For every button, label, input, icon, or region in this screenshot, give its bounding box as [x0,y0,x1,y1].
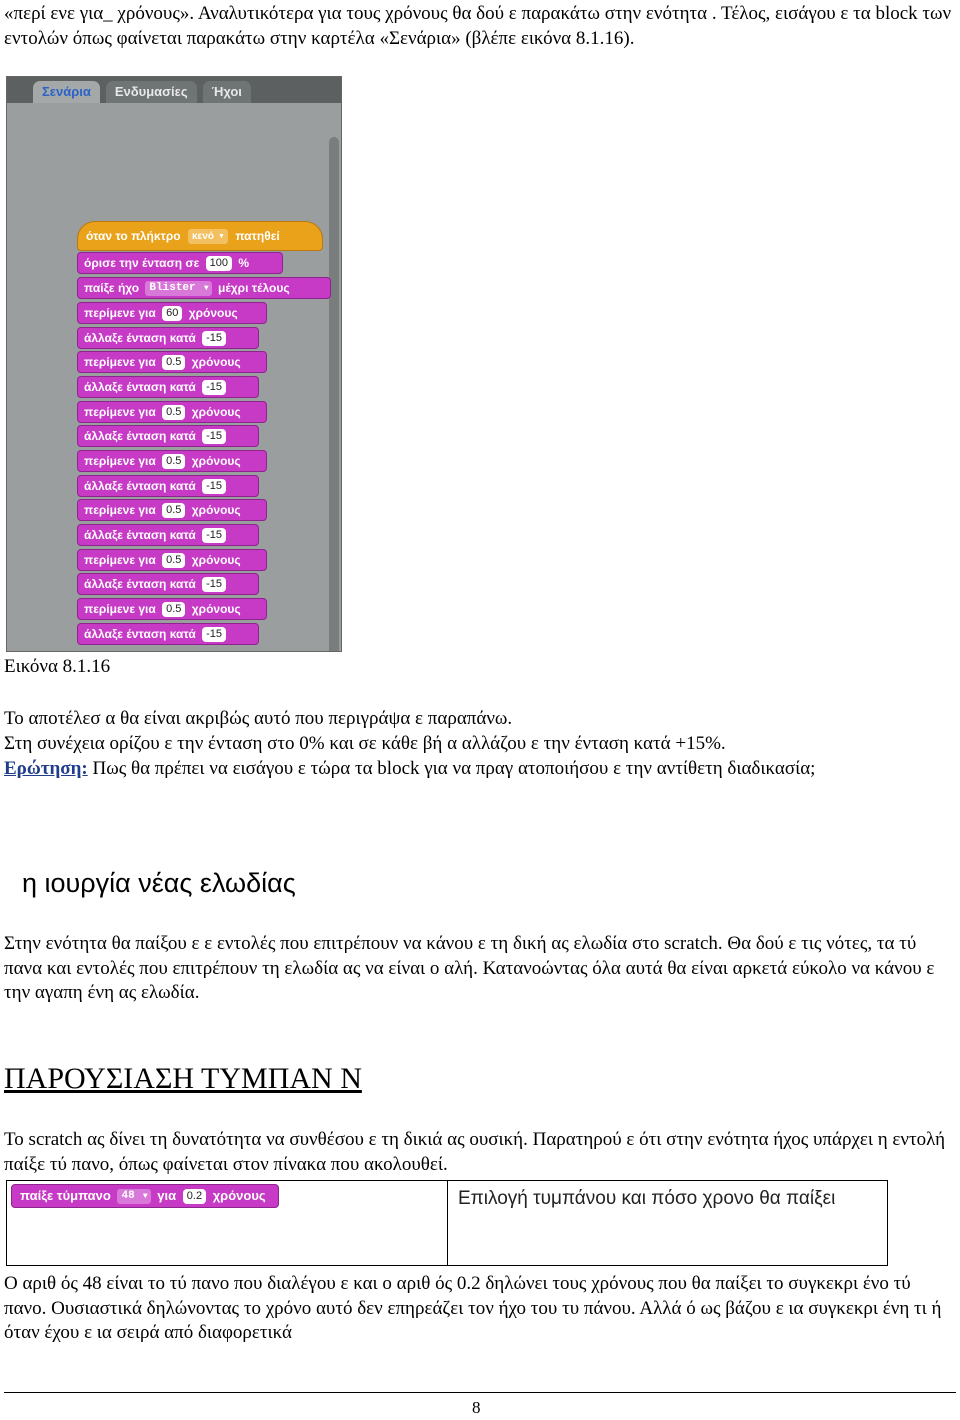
sound-dropdown[interactable]: Blister ▼ [145,281,211,296]
wait-unit: χρόνους [191,602,241,616]
key-dropdown[interactable]: κενό ▼ [188,229,228,244]
melody-heading: η ιουργία νέας ελωδίας [22,868,296,898]
wait-value-field[interactable]: 0.5 [162,553,185,568]
change-volume-block[interactable] [77,376,259,398]
play-sound-post: μέχρι τέλους [217,281,290,295]
hat-label: όταν το πλήκτρο [86,229,181,243]
wait-block[interactable] [77,351,267,373]
wait-block[interactable] [77,598,267,620]
change-volume-value-field[interactable]: -15 [202,380,226,395]
scratch-tab-bar [7,77,341,103]
drums-paragraph: Το scratch ας δίνει τη δυνατότητα να συνθέσου ε τη δικιά ας ουσική. Παρατηρού ε ότι στην ενότητα ήχος υπάρχει η εντολή παίξε τύ πανο, όπως φαίνεται στον πίνακα που ακολουθεί. [4,1129,946,1175]
change-volume-value-field[interactable]: -15 [202,429,226,444]
change-volume-label: άλλαξε ένταση κατά [84,627,196,641]
change-volume-block[interactable] [77,425,259,447]
change-volume-block[interactable] [77,475,259,497]
wait-label: περίμενε για [84,405,156,419]
scripts-canvas [7,103,341,651]
play-sound-label: παίξε ήχο [84,281,140,295]
wait-label: περίμενε για [84,454,156,468]
wait-unit: χρόνους [191,355,241,369]
drum-table-description: Επιλογή τυμπάνου και πόσο χρονο θα παίξει [458,1188,836,1209]
wait-label: περίμενε για [84,553,156,567]
footer-divider [4,1392,956,1393]
wait-value-field[interactable]: 0.5 [162,602,185,617]
set-volume-block[interactable] [77,252,283,274]
question-label: Ερώτηση: [4,758,88,779]
play-drum-block[interactable] [11,1184,279,1208]
volume-value-field[interactable]: 100 [206,256,232,271]
play-drum-mid: για [157,1188,177,1203]
tab-scripts[interactable]: Σενάρια [33,81,100,103]
change-volume-block[interactable] [77,573,259,595]
play-drum-unit: χρόνους [212,1188,266,1203]
hat-label-post: πατηθεί [235,229,280,243]
drums-heading: ΠΑΡΟΥΣΙΑΣΗ ΤΥΜΠΑΝ Ν [4,1062,362,1095]
wait-value-field[interactable]: 0.5 [162,405,185,420]
change-volume-block[interactable] [77,524,259,546]
change-volume-block[interactable] [77,623,259,645]
play-drum-label: παίξε τύμπανο [20,1188,111,1203]
drum-table [6,1180,888,1266]
wait-label: περίμενε για [84,602,156,616]
wait-label: περίμενε για [84,503,156,517]
scripts-scrollbar[interactable] [329,137,339,652]
drum-number-paragraph: Ο αριθ ός 48 είναι το τύ πανο που διαλέγου ε και ο αριθ ός 0.2 δηλώνει τους χρόνους που θα παίξει το συγκεκρι ένο τύ πανο. Ουσιαστικά δηλώνοντας το χρόνο αυτό δεν επηρεάζει τον ήχο του τυ πάνου. Αλλά ό ως βάζου ε ια συγκεκρι ένη τι ή όταν έχου ε ια σειρά από διαφορετικά [4,1273,942,1343]
beats-field[interactable]: 0.2 [183,1189,206,1204]
change-volume-value-field[interactable]: -15 [202,577,226,592]
question-paragraph [4,757,954,782]
result-line: Το αποτέλεσ α θα είναι ακριβώς αυτό που περιγράψα ε παραπάνω. [4,708,513,729]
wait-block[interactable] [77,401,267,423]
change-volume-value-field[interactable]: -15 [202,528,226,543]
figure-caption: Εικόνα 8.1.16 [4,656,111,677]
wait-value-field[interactable]: 0.5 [162,503,185,518]
change-volume-label: άλλαξε ένταση κατά [84,429,196,443]
change-volume-value-field[interactable]: -15 [202,331,226,346]
play-sound-until-done-block[interactable] [77,277,331,299]
wait-block[interactable] [77,302,267,324]
change-volume-label: άλλαξε ένταση κατά [84,331,196,345]
wait-block[interactable] [77,499,267,521]
change-volume-label: άλλαξε ένταση κατά [84,577,196,591]
wait-unit: χρόνους [188,306,238,320]
change-volume-value-field[interactable]: -15 [202,479,226,494]
volume-line: Στη συνέχεια ορίζου ε την ένταση στο 0% και σε κάθε βή α αλλάζου ε την ένταση κατά +15%. [4,733,726,754]
volume-unit: % [238,256,250,270]
wait-block[interactable] [77,450,267,472]
wait-unit: χρόνους [191,503,241,517]
change-volume-value-field[interactable]: -15 [202,627,226,642]
change-volume-label: άλλαξε ένταση κατά [84,528,196,542]
when-key-pressed-block[interactable] [77,221,323,251]
page-number: 8 [472,1398,481,1417]
wait-unit: χρόνους [191,553,241,567]
melody-paragraph: Στην ενότητα θα παίξου ε ε εντολές που επιτρέπουν να κάνου ε τη δική ας ελωδία στο scratch. Θα δού ε τις νότες, τα τύ πανα και εντολές που επιτρέπουν τη ελωδία ας να είναι ο αλή. Κατανοώντας όλα αυτά θα είναι αρκετά εύκολο να κάνου ε την αγαπη ένη ας ελωδία. [4,933,935,1003]
wait-unit: χρόνους [191,454,241,468]
wait-value-field[interactable]: 0.5 [162,454,185,469]
change-volume-label: άλλαξε ένταση κατά [84,380,196,394]
wait-label: περίμενε για [84,355,156,369]
wait-value-field[interactable]: 60 [162,306,182,321]
wait-value-field[interactable]: 0.5 [162,355,185,370]
wait-block[interactable] [77,549,267,571]
change-volume-block[interactable] [77,327,259,349]
wait-unit: χρόνους [191,405,241,419]
drum-table-block-cell [7,1181,448,1265]
wait-label: περίμενε για [84,306,156,320]
set-volume-label: όρισε την ένταση σε [84,256,200,270]
drum-dropdown[interactable]: 48 ▼ [117,1189,150,1204]
question-text: Πως θα πρέπει να εισάγου ε τώρα τα block για να πραγ ατοποιήσου ε την αντίθετη διαδικασία; [87,758,816,779]
tab-costumes[interactable]: Ενδυμασίες [106,81,197,103]
change-volume-label: άλλαξε ένταση κατά [84,479,196,493]
scratch-scripts-panel [6,76,342,652]
tab-sounds[interactable]: Ήχοι [203,81,251,103]
intro-paragraph: «περί ενε για_ χρόνους». Αναλυτικότερα για τους χρόνους θα δού ε παρακάτω στην ενότητα . Τέλος, εισάγου ε τα block των εντολών όπως φαίνεται παρακάτω στην καρτέλα «Σενάρια» (βλέπε εικόνα 8.1.16). [4,3,952,49]
